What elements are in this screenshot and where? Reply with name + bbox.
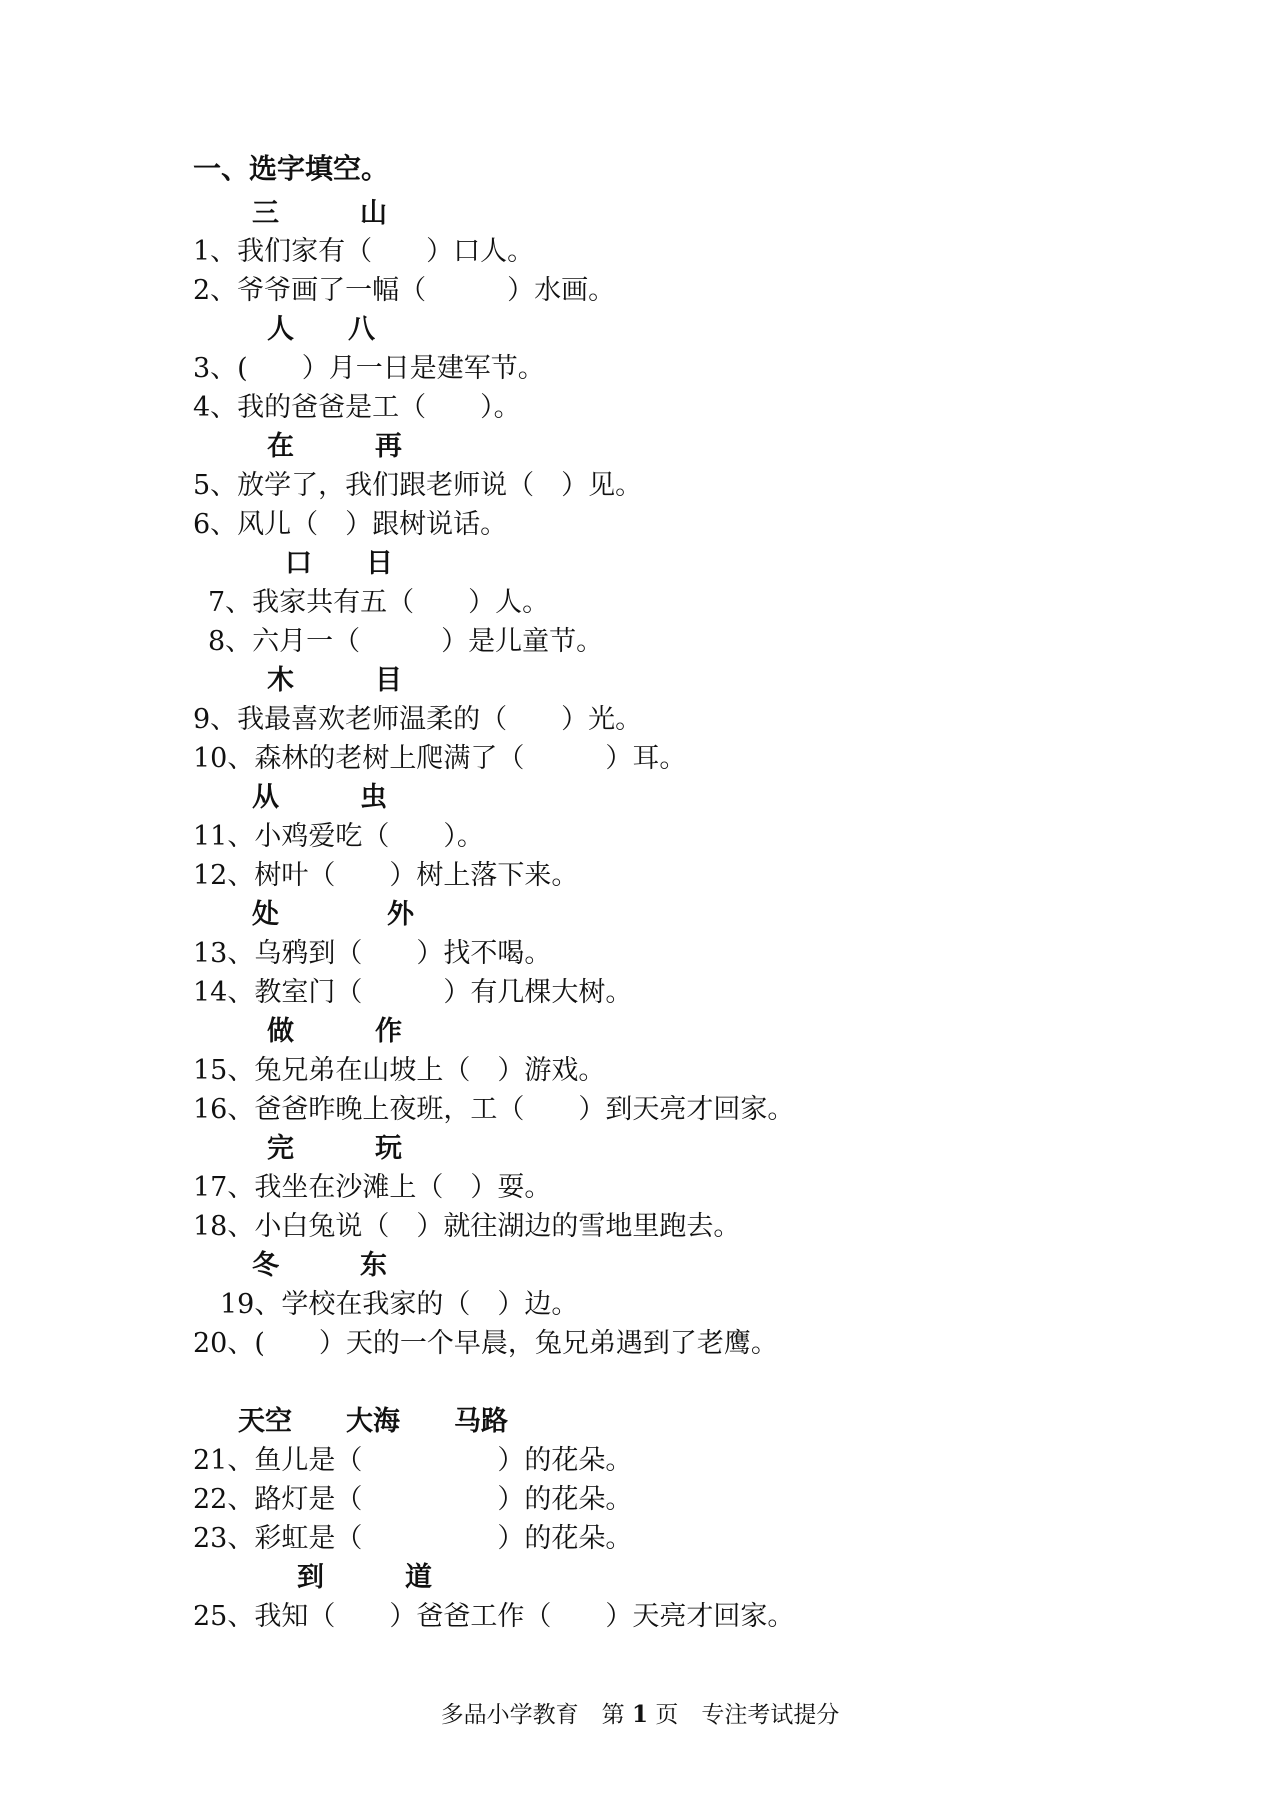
question-line: 11、小鸡爱吃（ ）。 [193, 821, 484, 852]
question-line: 15、兔兄弟在山坡上（ ）游戏。 [193, 1055, 606, 1086]
question-line: 9、我最喜欢老师温柔的（ ）光。 [193, 704, 643, 735]
option-words: 天空 大海 马路 [238, 1406, 508, 1437]
question-line: 13、乌鸦到（ ）找不喝。 [193, 938, 552, 969]
question-line: 17、我坐在沙滩上（ ）耍。 [193, 1172, 552, 1203]
option-words: 做 作 [267, 1016, 402, 1047]
question-line: 23、彩虹是（ ）的花朵。 [193, 1523, 633, 1554]
question-line: 1、我们家有（ ）口人。 [193, 236, 535, 267]
page-number: 1 [631, 1701, 648, 1728]
question-line: 19、学校在我家的（ ）边。 [220, 1289, 579, 1320]
option-words: 口 日 [285, 548, 393, 579]
question-line: 5、放学了，我们跟老师说（ ）见。 [193, 470, 643, 501]
question-line: 6、风儿（ ）跟树说话。 [193, 509, 508, 540]
option-words: 处 外 [252, 899, 414, 930]
section-heading: 一、选字填空。 [193, 152, 390, 185]
question-line: 18、小白兔说（ ）就往湖边的雪地里跑去。 [193, 1211, 741, 1242]
option-words: 完 玩 [267, 1133, 402, 1164]
question-line: 7、我家共有五（ ）人。 [208, 587, 550, 618]
question-line: 3、( ）月一日是建军节。 [193, 353, 545, 384]
option-words: 人 八 [267, 314, 375, 345]
option-words: 在 再 [267, 431, 402, 462]
footer-left: 多品小学教育 第 [440, 1702, 625, 1728]
option-words: 三 山 [252, 198, 387, 229]
question-line: 21、鱼儿是（ ）的花朵。 [193, 1445, 633, 1476]
question-line: 22、路灯是（ ）的花朵。 [193, 1484, 633, 1515]
question-line: 14、教室门（ ）有几棵大树。 [193, 977, 633, 1008]
question-line: 16、爸爸昨晚上夜班，工（ ）到天亮才回家。 [193, 1094, 795, 1125]
question-line: 2、爷爷画了一幅（ ）水画。 [193, 275, 616, 306]
footer-right: 页 专注考试提分 [655, 1702, 840, 1728]
question-line: 25、我知（ ）爸爸工作（ ）天亮才回家。 [193, 1601, 795, 1632]
option-words: 到 道 [297, 1562, 432, 1593]
page-footer [0, 1700, 1280, 1730]
question-line: 10、森林的老树上爬满了（ ）耳。 [193, 743, 687, 774]
question-line: 12、树叶（ ）树上落下来。 [193, 860, 579, 891]
question-line: 20、( ）天的一个早晨，兔兄弟遇到了老鹰。 [193, 1328, 778, 1359]
option-words: 木 目 [267, 665, 402, 696]
option-words: 冬 东 [252, 1250, 387, 1281]
question-line: 8、六月一（ ）是儿童节。 [208, 626, 604, 657]
question-line: 4、我的爸爸是工（ ）。 [193, 392, 521, 423]
option-words: 从 虫 [252, 782, 387, 813]
